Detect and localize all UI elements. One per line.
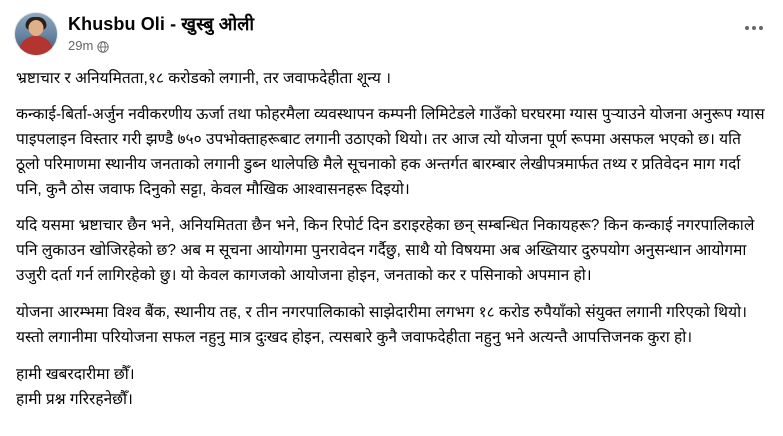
post-timestamp[interactable]: 29m [68,38,94,53]
avatar-face [29,20,44,36]
menu-dot [745,26,749,30]
post-body [0,60,783,422]
post-meta [68,38,254,54]
menu-dot [759,26,763,30]
post-paragraph: कन्काई-बिर्ता-अर्जुन नवीकरणीय ऊर्जा तथा फोहरमैला व्यवस्थापन कम्पनी लिमिटेडले गाउँको घरघरमा ग्यास पुर्‍याउने योजना अनुरूप ग्यास पाइपलाइन विस्तार गरी झण्डै ७५० उपभोक्ताहरूबाट लगानी उठाएको थियो। तर आज त्यो योजना पूर्ण रूपमा असफल भएको छ। यति ठूलो परिमाणमा स्थानीय जनताको लगानी डुब्न थालेपछि मैले सूचनाको हक अन्तर्गत बारम्बार लेखीपत्रमार्फत तथ्य र प्रतिवेदन माग गर्दा पनि, कुनै ठोस जवाफ दिनुको सट्टा, केवल मौखिक आश्वासनहरू दिइयो। [16,106,765,198]
post-paragraph: भ्रष्टाचार र अनियमितता,१८ करोडको लगानी, तर जवाफदेहीता शून्य । [16,70,391,87]
globe-icon [97,40,109,52]
post-header-text [68,12,254,54]
menu-dot [752,26,756,30]
post-paragraph: हामी प्रश्न गरिरहनेछौँ। [16,391,133,408]
avatar[interactable] [14,12,58,56]
post-paragraph: हामी खबरदारीमा छौँ। [16,366,135,383]
page-name[interactable]: Khusbu Oli - खुस्बु ओली [68,14,255,34]
post-paragraph: योजना आरम्भमा विश्व बैंक, स्थानीय तह, र तीन नगरपालिकाको साझेदारीमा लगभग १८ करोड रुपैयाँको संयुक्त लगानी गरिएको थियो। यस्तो लगानीमा परियोजना सफल नहुनु मात्र दुःखद होइन, त्यसबारे कुनै जवाफदेहीता नहुनु भने अत्यन्तै आपत्तिजनक कुरा हो। [16,304,747,346]
post-header [0,0,783,60]
post-paragraph: यदि यसमा भ्रष्टाचार छैन भने, अनियमितता छैन भने, किन रिपोर्ट दिन डराइरहेका छन् सम्बन्धित निकायहरू? किन कन्काई नगरपालिकाले पनि लुकाउन खोजिरहेको छ? अब म सूचना आयोगमा पुनरावेदन गर्दैछु, साथै यो विषयमा अब अख्तियार दुरुपयोग अनुसन्धान आयोगमा उजुरी दर्ता गर्न लागिरहेको छु। यो केवल कागजको आयोजना होइन, जनताको कर र पसिनाको अपमान हो। [16,217,755,284]
more-options-icon[interactable] [739,18,769,38]
